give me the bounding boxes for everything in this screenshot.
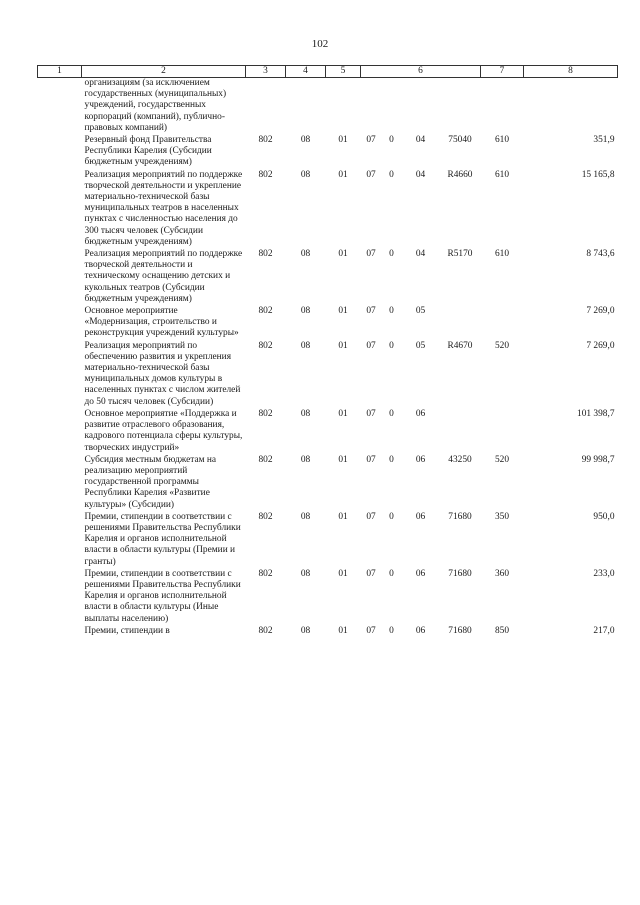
event-code-cell [402, 78, 440, 135]
row-number-cell [38, 625, 82, 637]
subsection-code-cell: 01 [338, 306, 348, 317]
section-code-cell: 08 [300, 306, 311, 317]
amount-cell: 8 743,6 [586, 249, 615, 260]
table-row [38, 134, 618, 169]
table-row [38, 625, 618, 637]
budget-table [37, 65, 618, 637]
item-name-cell: Основное мероприятие «Модернизация, строительство и реконструкция учреждений культуры» [84, 306, 239, 339]
table-row [38, 305, 618, 340]
subsection-code-cell: 01 [338, 135, 348, 146]
admin-code-cell: 802 [258, 340, 273, 351]
row-number-cell [38, 134, 82, 169]
direction-code-cell: R5170 [447, 249, 473, 260]
admin-code-cell: 802 [258, 568, 273, 579]
column-header-2: 2 [82, 66, 246, 78]
program-code-cell [361, 78, 382, 135]
item-name-cell: Реализация мероприятий по обеспечению развития и укрепления материально-технической базы муниципальных домов культуры в населенных пунктах с числом жителей до 50 тысяч человек (Субсидии) [84, 340, 241, 407]
section-code-cell: 08 [300, 169, 311, 180]
amount-cell: 217,0 [593, 625, 615, 636]
subsection-code-cell: 01 [338, 454, 348, 465]
expense-type-cell: 520 [494, 454, 510, 465]
section-code-cell: 08 [300, 454, 311, 465]
subsection-code-cell: 01 [338, 408, 348, 419]
subprogram-code-cell: 0 [389, 169, 394, 180]
amount-cell [524, 78, 618, 135]
event-code-cell: 06 [415, 625, 426, 636]
event-code-cell: 04 [415, 249, 426, 260]
direction-code-cell: 75040 [448, 135, 472, 146]
item-name-cell: Основное мероприятие «Поддержка и развитие отраслевого образования, кадрового потенциала сферы культуры, творческих индустрий» [84, 408, 243, 453]
program-code-cell: 07 [366, 306, 376, 317]
amount-cell: 15 165,8 [581, 169, 615, 180]
item-name-cell: Премии, стипендии в соответствии с решениями Правительства Республики Карелия и органов исполнительной власти в области культуры (Иные выплаты населению) [84, 568, 241, 624]
amount-cell: 101 398,7 [577, 408, 615, 419]
item-name-cell: Реализация мероприятий по поддержке творческой деятельности и техническому оснащению детских и кукольных театров (Субсидии бюджетным учреждениям) [84, 249, 243, 304]
page-number: 102 [311, 38, 329, 50]
subsection-code-cell: 01 [338, 340, 348, 351]
expense-type-cell: 350 [494, 511, 510, 522]
row-number-cell [38, 408, 82, 454]
table-row [38, 78, 618, 135]
expense-type-cell [481, 408, 524, 454]
row-number-cell [38, 511, 82, 568]
admin-code-cell: 802 [258, 169, 273, 180]
section-code-cell: 08 [300, 568, 311, 579]
event-code-cell: 04 [415, 169, 426, 180]
table-row [38, 511, 618, 568]
admin-code-cell: 802 [258, 454, 273, 465]
subsection-code-cell: 01 [338, 169, 348, 180]
row-number-cell [38, 169, 82, 248]
table-row [38, 169, 618, 248]
direction-code-cell [440, 305, 481, 340]
program-code-cell: 07 [366, 135, 376, 146]
program-code-cell: 07 [366, 511, 376, 522]
admin-code-cell: 802 [258, 135, 273, 146]
column-header-8: 8 [524, 66, 618, 78]
table-row [38, 568, 618, 625]
row-number-cell [38, 78, 82, 135]
expense-type-cell: 610 [494, 169, 510, 180]
item-name-cell: организациям (за исключением государственных (муниципальных) учреждений, государственных корпораций (компаний), публично-правовых компаний) [84, 78, 227, 133]
direction-code-cell: 43250 [448, 454, 472, 465]
direction-code-cell [440, 408, 481, 454]
program-code-cell: 07 [366, 454, 376, 465]
item-name-cell: Премии, стипендии в соответствии с решениями Правительства Республики Карелия и органов исполнительной власти в области культуры (Премии и гранты) [84, 511, 241, 567]
program-code-cell: 07 [366, 249, 376, 260]
subsection-code-cell [326, 78, 361, 135]
expense-type-cell: 520 [494, 340, 510, 351]
subprogram-code-cell [382, 78, 402, 135]
admin-code-cell: 802 [258, 408, 273, 419]
direction-code-cell: 71680 [448, 511, 472, 522]
item-name-cell: Резервный фонд Правительства Республики Карелия (Субсидии бюджетным учреждениям) [84, 135, 212, 168]
subsection-code-cell: 01 [338, 625, 348, 636]
section-code-cell: 08 [300, 249, 311, 260]
program-code-cell: 07 [366, 408, 376, 419]
row-number-cell [38, 248, 82, 305]
table-row [38, 340, 618, 408]
amount-cell: 351,9 [593, 135, 615, 146]
table-row [38, 408, 618, 454]
event-code-cell: 04 [415, 135, 426, 146]
expense-type-cell [481, 305, 524, 340]
direction-code-cell: R4670 [447, 340, 473, 351]
row-number-cell [38, 568, 82, 625]
subprogram-code-cell: 0 [389, 408, 394, 419]
admin-code-cell: 802 [258, 306, 273, 317]
column-header-5: 5 [326, 66, 361, 78]
amount-cell: 7 269,0 [586, 306, 615, 317]
admin-code-cell: 802 [258, 249, 273, 260]
program-code-cell: 07 [366, 568, 376, 579]
column-number-row [38, 66, 618, 78]
section-code-cell: 08 [300, 511, 311, 522]
amount-cell: 7 269,0 [586, 340, 615, 351]
row-number-cell [38, 305, 82, 340]
event-code-cell: 06 [415, 408, 426, 419]
subprogram-code-cell: 0 [389, 511, 394, 522]
column-header-1: 1 [38, 66, 82, 78]
amount-cell: 950,0 [593, 511, 615, 522]
subsection-code-cell: 01 [338, 511, 348, 522]
event-code-cell: 05 [415, 306, 426, 317]
event-code-cell: 06 [415, 454, 426, 465]
item-name-cell: Реализация мероприятий по поддержке творческой деятельности и укрепление материально-технической базы муниципальных театров в населенных пунктах с численностью населения до 300 тысяч человек (Субсидии бюджетным учреждениям) [84, 169, 243, 247]
section-code-cell: 08 [300, 408, 311, 419]
subprogram-code-cell: 0 [389, 249, 394, 260]
table-row [38, 248, 618, 305]
admin-code-cell: 802 [258, 625, 273, 636]
admin-code-cell: 802 [258, 511, 273, 522]
section-code-cell: 08 [300, 625, 311, 636]
expense-type-cell [481, 78, 524, 135]
subprogram-code-cell: 0 [389, 306, 394, 317]
program-code-cell: 07 [366, 169, 376, 180]
program-code-cell: 07 [366, 340, 376, 351]
subsection-code-cell: 01 [338, 249, 348, 260]
column-header-4: 4 [286, 66, 326, 78]
table-row [38, 454, 618, 511]
program-code-cell: 07 [366, 625, 376, 636]
expense-type-cell: 850 [494, 625, 510, 636]
row-number-cell [38, 454, 82, 511]
expense-type-cell: 610 [494, 249, 510, 260]
column-header-3: 3 [246, 66, 286, 78]
amount-cell: 99 998,7 [581, 454, 615, 465]
subprogram-code-cell: 0 [389, 568, 394, 579]
admin-code-cell [246, 78, 286, 135]
direction-code-cell: 71680 [448, 625, 472, 636]
subprogram-code-cell: 0 [389, 340, 394, 351]
amount-cell: 233,0 [593, 568, 615, 579]
section-code-cell [286, 78, 326, 135]
direction-code-cell [440, 78, 481, 135]
column-header-7: 7 [481, 66, 524, 78]
subsection-code-cell: 01 [338, 568, 348, 579]
subprogram-code-cell: 0 [389, 454, 394, 465]
expense-type-cell: 610 [494, 135, 510, 146]
column-header-6: 6 [361, 66, 481, 78]
row-number-cell [38, 340, 82, 408]
section-code-cell: 08 [300, 135, 311, 146]
item-name-cell: Премии, стипендии в [84, 625, 170, 636]
event-code-cell: 06 [415, 568, 426, 579]
direction-code-cell: R4660 [447, 169, 473, 180]
event-code-cell: 05 [415, 340, 426, 351]
subprogram-code-cell: 0 [389, 625, 394, 636]
subprogram-code-cell: 0 [389, 135, 394, 146]
item-name-cell: Субсидия местным бюджетам на реализацию мероприятий государственной программы Республики Карелия «Развитие культуры» (Субсидии) [84, 454, 217, 510]
section-code-cell: 08 [300, 340, 311, 351]
expense-type-cell: 360 [494, 568, 510, 579]
event-code-cell: 06 [415, 511, 426, 522]
direction-code-cell: 71680 [448, 568, 472, 579]
